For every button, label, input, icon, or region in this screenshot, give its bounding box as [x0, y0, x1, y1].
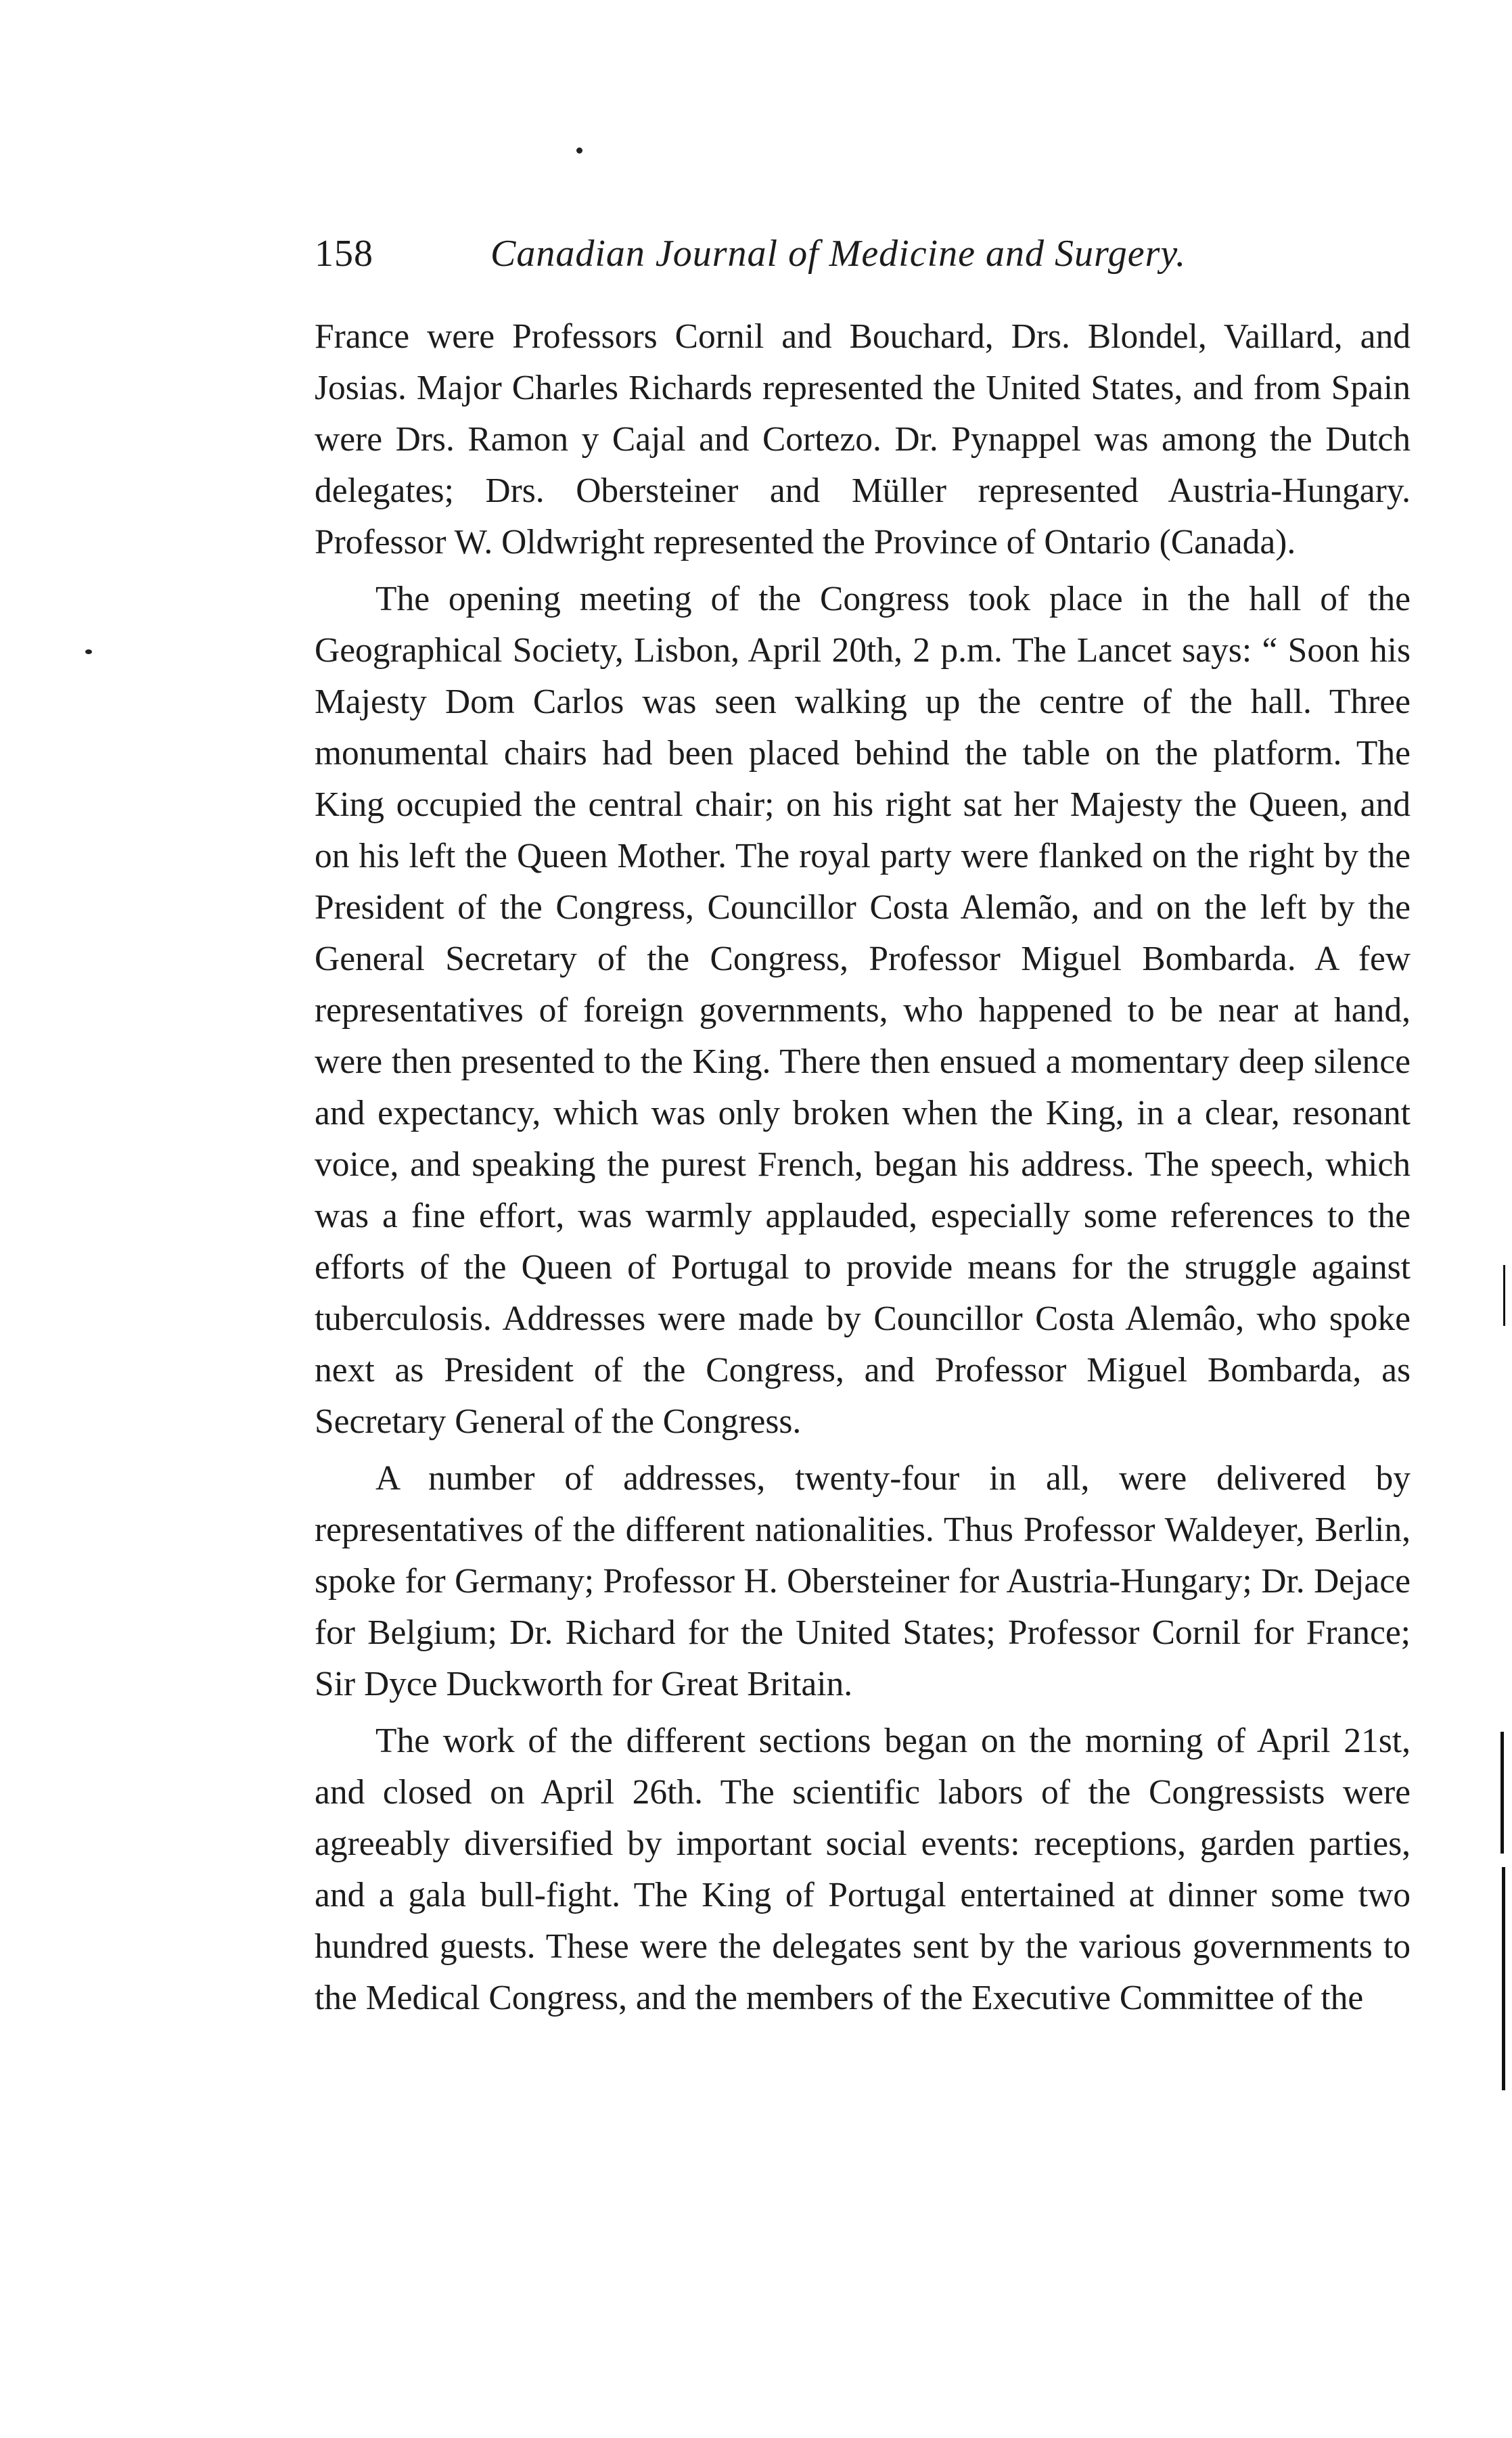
- paragraph-opening-meeting: The opening meeting of the Congress took place in the hall of the Geographical Society, Lisbon, April 20th, 2 p.m. The Lancet says: “ Soon his Majesty Dom Carlos was seen walking up the centre of the hall. Three monumental chairs had been placed behind the table on the platform. The King occupied the central chair; on his right sat her Majesty the Queen, and on his left the Queen Mother. The royal party were flanked on the right by the President of the Congress, Councillor Costa Alemão, and on the left by the General Secretary of the Congress, Professor Miguel Bombarda. A few representatives of foreign governments, who happened to be near at hand, were then presented to the King. There then ensued a momentary deep silence and expectancy, which was only broken when the King, in a clear, resonant voice, and speaking the purest French, began his address. The speech, which was a fine effort, was warmly applauded, especially some references to the efforts of the Queen of Portugal to provide means for the struggle against tuberculosis. Addresses were made by Councillor Costa Alemâo, who spoke next as President of the Congress, and Professor Miguel Bombarda, as Secretary General of the Congress.: [315, 580, 1411, 1441]
- ink-speck: [85, 649, 92, 654]
- margin-shadow-bar: [1502, 1867, 1505, 2090]
- margin-shadow-bar: [1500, 1732, 1504, 1854]
- paragraph-delegates: France were Professors Cornil and Bouchard, Drs. Blondel, Vaillard, and Josias. Major Charles Richards represented the United States, and from Spain were Drs. Ramon y Cajal and Cortezo. Dr. Pynappel was among the Dutch delegates; Drs. Obersteiner and Müller represented Austria-Hungary. Professor W. Oldwright represented the Province of Ontario (Canada).: [315, 317, 1411, 561]
- body-text: [315, 311, 1411, 2024]
- margin-shadow-bar: [1503, 1265, 1505, 1326]
- page-header: [315, 223, 1417, 284]
- paragraph-addresses: A number of addresses, twenty-four in all, were delivered by representatives of the different nationalities. Thus Professor Waldeyer, Berlin, spoke for Germany; Professor H. Obersteiner for Austria-Hungary; Dr. Dejace for Belgium; Dr. Richard for the United States; Professor Cornil for France; Sir Dyce Duckworth for Great Britain.: [315, 1459, 1411, 1703]
- ink-speck: [576, 147, 582, 154]
- page-number: 158: [315, 233, 373, 275]
- running-title: Canadian Journal of Medicine and Surgery.: [490, 233, 1187, 275]
- paragraph-sections-work: The work of the different sections began on the morning of April 21st, and closed on April 26th. The scientific labors of the Congressists were agreeably diversified by important social events: receptions, garden parties, and a gala bull-fight. The King of Portugal entertained at dinner some two hundred guests. These were the delegates sent by the various governments to the Medical Congress, and the members of the Executive Committee of the: [315, 1722, 1411, 2017]
